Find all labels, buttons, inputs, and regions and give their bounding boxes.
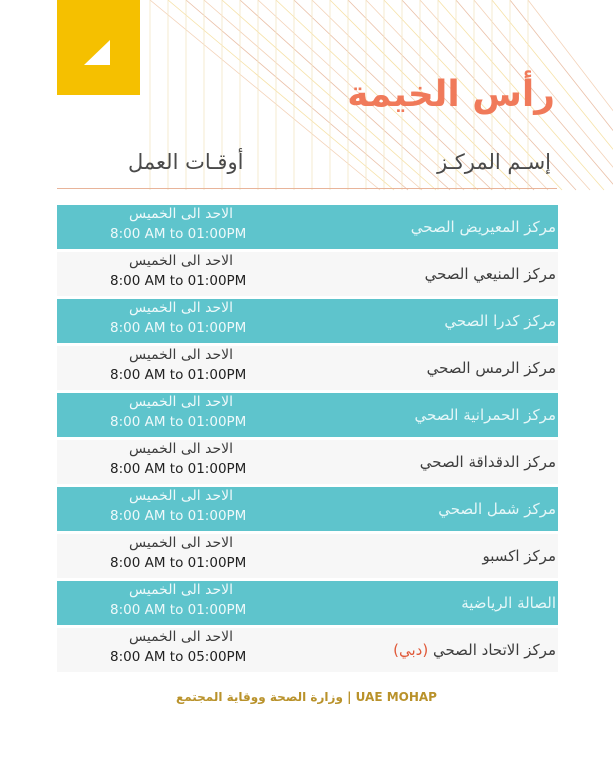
- table-row: [57, 393, 558, 437]
- table-row: [57, 534, 558, 578]
- center-name: مركز الاتحاد الصحي (دبي): [393, 641, 556, 659]
- center-name: مركز الحمرانية الصحي: [414, 406, 556, 424]
- working-days: الاحد الى الخميس: [129, 347, 233, 363]
- emirate-tag: (دبي): [393, 641, 429, 659]
- working-days: الاحد الى الخميس: [129, 582, 233, 598]
- triangle-icon: [84, 40, 110, 65]
- center-name: مركز كدرا الصحي: [444, 312, 556, 330]
- centers-table: [57, 205, 558, 675]
- center-name: مركز اكسبو: [482, 547, 556, 565]
- table-row: [57, 346, 558, 390]
- working-days: الاحد الى الخميس: [129, 535, 233, 551]
- center-name: الصالة الرياضية: [461, 594, 556, 612]
- table-row: [57, 299, 558, 343]
- center-name-header: إسـم المركـز: [437, 150, 551, 174]
- table-row: [57, 440, 558, 484]
- working-days: الاحد الى الخميس: [129, 394, 233, 410]
- table-row: [57, 628, 558, 672]
- working-hours-header: أوقـات العمل: [128, 150, 244, 174]
- working-time: 8:00 AM to 01:00PM: [110, 602, 247, 618]
- working-days: الاحد الى الخميس: [129, 253, 233, 269]
- center-name: مركز الرمس الصحي: [426, 359, 556, 377]
- working-time: 8:00 AM to 01:00PM: [110, 508, 247, 524]
- working-days: الاحد الى الخميس: [129, 629, 233, 645]
- table-row: [57, 581, 558, 625]
- center-name: مركز المعيريض الصحي: [410, 218, 556, 236]
- working-time: 8:00 AM to 01:00PM: [110, 555, 247, 571]
- ministry-footer: وزارة الصحة ووقاية المجتمع | UAE MOHAP: [176, 690, 437, 704]
- header-divider: [57, 188, 557, 189]
- working-days: الاحد الى الخميس: [129, 488, 233, 504]
- working-days: الاحد الى الخميس: [129, 441, 233, 457]
- working-time: 8:00 AM to 01:00PM: [110, 367, 247, 383]
- center-name: مركز شمل الصحي: [438, 500, 556, 518]
- working-time: 8:00 AM to 01:00PM: [110, 414, 247, 430]
- page-title: رأس الخيمة: [347, 74, 555, 115]
- working-time: 8:00 AM to 01:00PM: [110, 461, 247, 477]
- working-days: الاحد الى الخميس: [129, 300, 233, 316]
- table-row: [57, 487, 558, 531]
- working-days: الاحد الى الخميس: [129, 206, 233, 222]
- center-name: مركز المنيعي الصحي: [424, 265, 556, 283]
- working-time: 8:00 AM to 01:00PM: [110, 226, 247, 242]
- table-row: [57, 252, 558, 296]
- working-time: 8:00 AM to 01:00PM: [110, 273, 247, 289]
- working-time: 8:00 AM to 05:00PM: [110, 649, 247, 665]
- working-time: 8:00 AM to 01:00PM: [110, 320, 247, 336]
- table-row: [57, 205, 558, 249]
- center-name: مركز الدقداقة الصحي: [419, 453, 556, 471]
